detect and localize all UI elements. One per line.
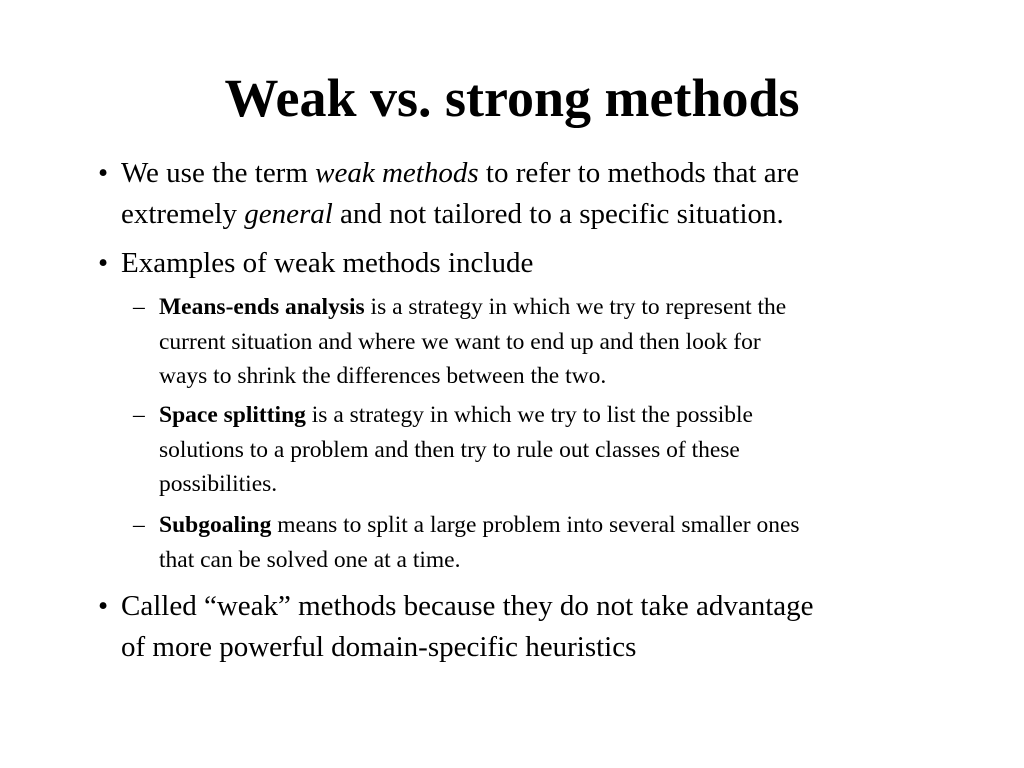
sub-bullet-line: that can be solved one at a time. [159,546,461,573]
bullet-text [121,243,948,284]
bullet-text [121,586,948,668]
text-run: We use the term [121,157,316,189]
sub-bullet-text [159,290,948,394]
dash-icon: – [133,512,145,538]
sub-bullet-text [159,508,948,577]
sub-bullet-line [159,290,948,325]
bullet-line [121,194,948,235]
emphasis-general: general [244,198,333,230]
term-means-ends-analysis: Means-ends analysis [159,294,365,320]
bullet-line: Called “weak” methods because they do not take advantage [121,590,814,622]
bullet-line: Examples of weak methods include [121,247,534,279]
sub-bullet-line [159,398,948,433]
text-run: is a strategy in which we try to represent the [364,294,787,320]
term-space-splitting: Space splitting [159,402,306,428]
sub-bullet-line: solutions to a problem and then try to rule out classes of these [159,436,740,463]
sub-bullet-line: possibilities. [159,471,278,497]
bullet-icon: • [98,590,109,622]
bullet-line [121,153,948,194]
text-run: and not tailored to a specific situation. [332,198,784,230]
dash-icon: – [133,294,145,320]
bullet-text [121,153,948,235]
bullet-icon: • [98,247,109,279]
slide-title: Weak vs. strong methods [224,68,800,128]
bullet-line: of more powerful domain-specific heuristics [121,631,637,663]
term-subgoaling: Subgoaling [159,512,272,538]
bullet-icon: • [98,157,109,189]
sub-bullet-line: ways to shrink the differences between the two. [159,363,607,389]
text-run: is a strategy in which we try to list the possible [305,402,753,428]
text-run: extremely [121,198,245,230]
emphasis-weak-methods: weak methods [315,157,479,189]
text-run: means to split a large problem into several smaller ones [271,512,800,538]
dash-icon: – [133,402,145,428]
sub-bullet-line [159,508,948,543]
text-run: to refer to methods that are [478,157,800,189]
sub-bullet-line: current situation and where we want to end up and then look for [159,328,761,355]
sub-bullet-text [159,398,948,502]
